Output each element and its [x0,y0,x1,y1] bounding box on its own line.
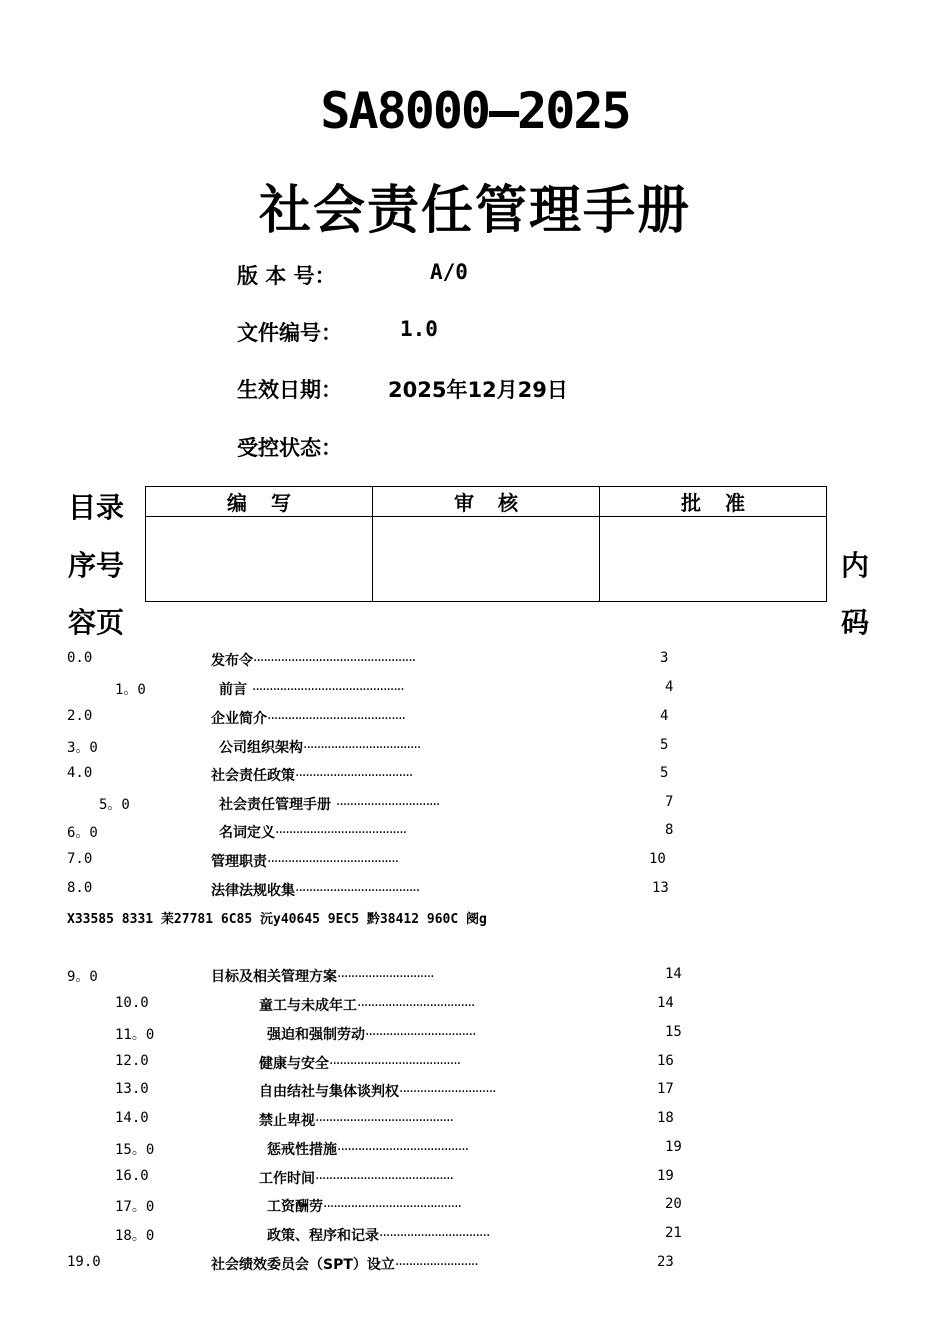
toc-page-number: 5 [660,737,669,753]
toc-page-number: 20 [665,1196,682,1212]
toc-leader-dots: ············································ [251,682,404,698]
toc-page-number: 13 [652,880,669,896]
toc-title [219,737,420,757]
toc-row [0,737,950,761]
toc-row [0,650,950,674]
toc-title-text: 社会绩效委员会（SPT）设立 [211,1257,395,1273]
toc-row [0,822,950,846]
toc-heading-nei: 内 [841,549,870,582]
toc-title [211,765,412,785]
toc-title [259,1110,453,1130]
toc-page-number: 17 [657,1081,674,1097]
toc-title-text: 禁止卑视 [259,1113,315,1129]
approval-cell-compile [146,517,373,602]
toc-title-text: 发布令 [211,653,253,669]
toc-leader-dots: ······························ [335,797,440,813]
toc-number: 9。0 [67,969,98,985]
toc-row [0,851,950,875]
toc-row [0,1225,950,1249]
toc-heading-ma: 码 [841,606,870,639]
toc-row [0,708,950,732]
toc-page-number: 4 [660,708,669,724]
toc-page-number: 19 [665,1139,682,1155]
docno-value: 1.0 [400,317,438,341]
approval-table [145,486,827,602]
toc-page-number: 8 [665,822,674,838]
toc-number: 18。0 [115,1228,155,1244]
toc-title-text: 管理职责 [211,854,267,870]
toc-title-text: 社会责任政策 [211,768,295,784]
toc-leader-dots: ·································· [303,740,421,756]
toc-page-number: 14 [665,966,682,982]
toc-row [0,995,950,1019]
toc-row [0,1053,950,1077]
toc-title [211,880,419,900]
toc-title [267,1225,489,1245]
toc-row [0,1024,950,1048]
toc-page-number: 23 [657,1254,674,1270]
toc-leader-dots: ······································ [275,825,407,841]
toc-heading-mulu: 目录 [68,491,125,524]
toc-leader-dots: ········································ [323,1199,462,1215]
approval-header-compile: 编写 [146,487,373,517]
toc-page-number: 7 [665,794,674,810]
toc-number: 0.0 [67,650,93,666]
date-value: 2025年12月29日 [388,378,568,402]
toc-title [259,995,474,1015]
toc-title [219,822,406,842]
toc-title [211,708,405,728]
toc-leader-dots: ···························· [399,1084,496,1100]
toc-row [0,1110,950,1134]
toc-row [0,1196,950,1220]
toc-leader-dots: ···························· [337,969,434,985]
toc-title-text: 名词定义 [219,825,275,841]
toc-title-text: 强迫和强制劳动 [267,1027,365,1043]
document-title: SA8000—2025 [320,82,630,140]
toc-number: 15。0 [115,1142,155,1158]
toc-leader-dots: ······································ [337,1142,469,1158]
toc-number: 13.0 [115,1081,149,1097]
toc-page-number: 4 [665,679,674,695]
toc-title [267,1196,461,1216]
toc-title [211,1254,478,1274]
toc-title-text: 企业简介 [211,711,267,727]
toc-title-text: 公司组织架构 [219,740,303,756]
toc-row [0,1254,950,1278]
toc-row [0,1168,950,1192]
toc-leader-dots: ······································ [329,1056,461,1072]
toc-leader-dots: ························ [394,1257,478,1273]
toc-title [267,1024,475,1044]
toc-number: 6。0 [67,825,98,841]
toc-page-number: 10 [649,851,666,867]
toc-leader-dots: ··············································· [253,653,416,669]
toc-title-text: 惩戒性措施 [267,1142,337,1158]
toc-title [211,851,398,871]
toc-title [211,966,434,986]
toc-title [259,1168,453,1188]
toc-number: 3。0 [67,740,98,756]
toc-page-number: 19 [657,1168,674,1184]
control-status-label: 受控状态： [237,436,342,460]
toc-title-text: 目标及相关管理方案 [211,969,337,985]
toc-leader-dots: ········································ [315,1113,454,1129]
toc-title [211,650,415,670]
toc-leader-dots: ································ [365,1027,476,1043]
toc-title-text: 社会责任管理手册 [219,797,336,813]
toc-number: 1。0 [115,682,146,698]
toc-heading-rongye: 容页 [68,606,125,639]
toc-number: 16.0 [115,1168,149,1184]
toc-number: 8.0 [67,880,93,896]
toc-title-text: 自由结社与集体谈判权 [259,1084,399,1100]
version-label: 版 本 号： [237,264,336,288]
toc-row [0,1139,950,1163]
toc-leader-dots: ········································ [315,1171,454,1187]
toc-title [259,1081,496,1101]
docno-label: 文件编号： [237,321,342,345]
toc-title-text: 工资酬劳 [267,1199,323,1215]
toc-title-text: 健康与安全 [259,1056,329,1072]
toc-number: 10.0 [115,995,149,1011]
toc-page-number: 16 [657,1053,674,1069]
toc-number: 17。0 [115,1199,155,1215]
toc-leader-dots: ···································· [295,883,420,899]
document-subtitle: 社会责任管理手册 [258,181,691,241]
approval-cell-review [373,517,600,602]
toc-number: 2.0 [67,708,93,724]
toc-title [219,794,439,814]
toc-number: 5。0 [99,797,130,813]
toc-heading-xuhao: 序号 [68,549,125,582]
approval-header-approve: 批准 [600,487,827,517]
approval-header-review: 审核 [373,487,600,517]
toc-title [219,679,404,699]
toc-number: 11。0 [115,1027,155,1043]
toc-leader-dots: ································ [379,1228,490,1244]
toc-title [259,1053,460,1073]
toc-page-number: 5 [660,765,669,781]
toc-row [0,765,950,789]
toc-row [0,1081,950,1105]
version-value: A/0 [430,260,468,284]
toc-title-text: 前言 [219,682,252,698]
toc-leader-dots: ······································ [267,854,399,870]
garbled-text-line: X33585 8331 苿27781 6C85 沅y40645 9EC5 黔38412 960C 阌g [67,912,487,927]
toc-number: 7.0 [67,851,93,867]
toc-number: 19.0 [67,1254,101,1270]
toc-number: 12.0 [115,1053,149,1069]
toc-leader-dots: ·································· [357,998,475,1014]
toc-page-number: 18 [657,1110,674,1126]
toc-row [0,679,950,703]
toc-title-text: 法律法规收集 [211,883,295,899]
toc-leader-dots: ·································· [295,768,413,784]
toc-title-text: 政策、程序和记录 [267,1228,379,1244]
toc-title-text: 童工与未成年工 [259,998,357,1014]
toc-number: 14.0 [115,1110,149,1126]
toc-row [0,794,950,818]
toc-leader-dots: ········································ [267,711,406,727]
toc-page-number: 3 [660,650,669,666]
approval-cell-approve [600,517,827,602]
toc-title-text: 工作时间 [259,1171,315,1187]
toc-title [267,1139,468,1159]
toc-page-number: 14 [657,995,674,1011]
toc-row [0,880,950,904]
toc-page-number: 15 [665,1024,682,1040]
toc-page-number: 21 [665,1225,682,1241]
date-label: 生效日期： [237,378,342,402]
toc-row [0,966,950,990]
toc-number: 4.0 [67,765,93,781]
